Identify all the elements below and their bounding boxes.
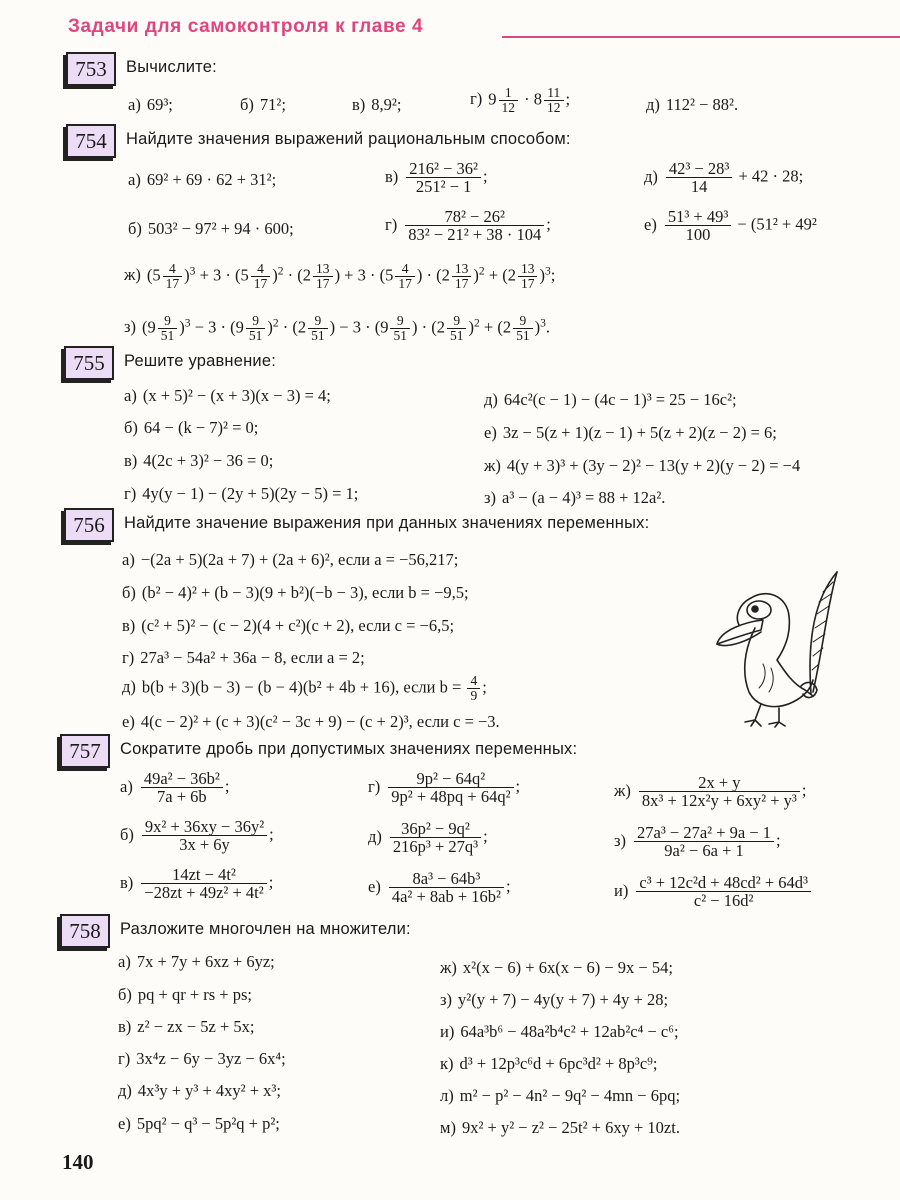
- p758-i: [440, 1022, 679, 1042]
- label: г): [385, 214, 398, 234]
- p753-g: [470, 86, 570, 115]
- label: з): [484, 488, 497, 507]
- expr: d³ + 12p³c⁶d + 6pc³d² + 8p³c⁹;: [459, 1054, 658, 1073]
- fraction: [544, 86, 564, 115]
- denominator: 51: [447, 328, 467, 343]
- end: ;: [482, 677, 487, 697]
- p758-b: [118, 985, 252, 1005]
- denominator: 17: [395, 276, 415, 291]
- label: к): [440, 1054, 454, 1073]
- p754-v: [385, 160, 488, 196]
- label: г): [118, 1049, 131, 1068]
- numerator: 49a² − 36b²: [143, 769, 220, 788]
- fraction: [636, 874, 811, 910]
- numerator: c³ + 12c²d + 48cd² + 64d³: [639, 873, 809, 892]
- whole: 2: [441, 265, 450, 285]
- denominator: 51: [390, 328, 410, 343]
- numerator: 36p² − 9q²: [401, 819, 470, 838]
- label: д): [644, 166, 658, 186]
- label: а): [118, 952, 131, 971]
- fraction: [141, 866, 266, 902]
- label: г): [124, 484, 137, 503]
- fraction: [452, 262, 472, 291]
- numerator: 9: [314, 313, 322, 328]
- denominator: 51: [513, 328, 533, 343]
- label: б): [120, 824, 134, 844]
- p757-d: [368, 820, 488, 856]
- problem-number-754: 754: [66, 124, 116, 158]
- numerator: 9: [164, 313, 171, 328]
- p754-zh: ж) (5 $\frac{4}{17}$ )$^3$ + 3 · (5 $\frac{4}{17}$ )$^2$ · (2 $\frac{13}{17}$ ) + 3 · (5 $\frac{4}{17}$ ) · (2 $\frac{13}{17}$ )$^2$ + (2 $\frac{13}{17}$ )$^3$;: [124, 261, 556, 292]
- label: е): [122, 712, 135, 731]
- label: а): [122, 550, 135, 569]
- p758-a: [118, 952, 275, 972]
- label: е): [484, 423, 497, 442]
- expr: 8,9²;: [371, 95, 402, 114]
- denominator: 51: [158, 328, 178, 343]
- fraction: [665, 208, 731, 244]
- label: е): [368, 876, 381, 896]
- expr: 64c²(c − 1) − (4c − 1)³ = 25 − 16c²;: [503, 390, 737, 409]
- p753-v: [352, 95, 401, 115]
- chapter-title: Задачи для самоконтроля к главе 4: [68, 16, 424, 37]
- denominator: 83² − 21² + 38 · 104: [405, 225, 544, 243]
- label: б): [122, 583, 136, 602]
- problem-number-757: 757: [60, 734, 110, 768]
- bird-with-quill-illustration: [715, 568, 847, 728]
- fraction: [142, 818, 267, 854]
- expr: m² − p² − 4n² − 9q² − 4mn − 6pq;: [459, 1086, 681, 1105]
- p758-v: [118, 1017, 254, 1037]
- denominator: 9p² + 48pq + 64q²: [388, 787, 513, 805]
- fraction: [141, 770, 223, 806]
- end: + 42 · 28;: [738, 166, 804, 186]
- label: а): [120, 776, 133, 796]
- expr: (b² − 4)² + (b − 3)(9 + b²)(−b − 3), если b = −9,5;: [141, 583, 469, 602]
- end: ;: [801, 780, 807, 800]
- expr: a³ − (a − 4)³ = 88 + 12a².: [502, 488, 666, 507]
- p756-g: [122, 648, 365, 668]
- dot: ·: [524, 89, 530, 109]
- whole: 9: [488, 89, 497, 109]
- numerator: 14zt − 4t²: [172, 865, 236, 884]
- fraction: [467, 674, 480, 703]
- label: з): [440, 990, 453, 1009]
- fraction: [313, 262, 333, 291]
- whole: 9: [380, 317, 389, 337]
- numerator: 9p² − 64q²: [416, 769, 486, 788]
- label: з): [124, 317, 137, 337]
- label: д): [484, 390, 498, 409]
- expr: z² − zx − 5z + 5x;: [137, 1017, 255, 1036]
- expr: 3x⁴z − 6y − 3yz − 6x⁴;: [136, 1049, 286, 1068]
- p755-g: [124, 484, 358, 504]
- p753-a: [128, 95, 173, 115]
- label: ж): [440, 958, 457, 977]
- denominator: 8x³ + 12x²y + 6xy² + y³: [639, 791, 800, 809]
- denominator: 51: [308, 328, 328, 343]
- whole: 2: [507, 265, 516, 285]
- p754-a: [128, 170, 276, 190]
- fraction: [447, 314, 467, 343]
- problem-753-task: Вычислите:: [126, 58, 217, 76]
- fraction: [666, 160, 732, 196]
- expr: pq + qr + rs + ps;: [137, 985, 252, 1004]
- fraction: [163, 262, 183, 291]
- p756-a: [122, 550, 458, 570]
- expr: 112² − 88².: [665, 95, 739, 114]
- p757-zh: [614, 774, 806, 810]
- whole: 5: [240, 265, 249, 285]
- label: е): [644, 214, 657, 234]
- denominator: 17: [251, 276, 271, 291]
- expr: y²(y + 7) − 4y(y + 7) + 4y + 28;: [458, 990, 669, 1009]
- end: ;: [224, 776, 230, 796]
- p757-e: [368, 870, 511, 906]
- fraction: [639, 774, 800, 810]
- p757-g: [368, 770, 520, 806]
- label: в): [118, 1017, 132, 1036]
- problem-number-758: 758: [60, 914, 110, 948]
- numerator: 4: [470, 673, 478, 688]
- expr: 64a³b⁶ − 48a²b⁴c² + 12ab²c⁴ − c⁶;: [460, 1022, 679, 1041]
- numerator: 216² − 36²: [409, 159, 478, 178]
- numerator: 13: [316, 261, 330, 276]
- expr: 3z − 5(z + 1)(z − 1) + 5(z + 2)(z − 2) = 6;: [502, 423, 777, 442]
- whole: 2: [436, 317, 445, 337]
- fraction: [390, 314, 410, 343]
- numerator: 9: [519, 313, 527, 328]
- numerator: 13: [454, 261, 469, 276]
- p757-z: [614, 824, 781, 860]
- expr: 69² + 69 · 62 + 31²;: [146, 170, 277, 189]
- whole: 9: [147, 317, 156, 337]
- end: ;: [269, 824, 274, 844]
- numerator: 9: [453, 313, 461, 328]
- p755-a: [124, 386, 331, 406]
- p758-l: [440, 1086, 680, 1106]
- label: и): [614, 880, 629, 900]
- expr: (c² + 5)² − (c − 2)(4 + c²)(c + 2), если c = −6,5;: [141, 616, 455, 635]
- expr: 7x + 7y + 6xz + 6yz;: [136, 952, 275, 971]
- fraction: [389, 870, 504, 906]
- denominator: 17: [518, 276, 538, 291]
- denominator: 4a² + 8ab + 16b²: [389, 887, 504, 905]
- p756-v: [122, 616, 454, 636]
- p754-z: з) (9 $\frac{9}{51}$ )$^3$ − 3 · (9 $\frac{9}{51}$ )$^2$ · (2 $\frac{9}{51}$ ) − 3 · (9 $\frac{9}{51}$ ) · (2 $\frac{9}{51}$ )$^2$ + (2 $\frac{9}{51}$ )$^3$.: [124, 313, 550, 344]
- denominator: c² − 16d²: [636, 891, 811, 909]
- denominator: 12: [499, 100, 519, 115]
- label: а): [128, 95, 141, 114]
- expr: 71²;: [259, 95, 286, 114]
- fraction: [395, 262, 415, 291]
- label: ж): [124, 265, 141, 285]
- end: ;: [268, 872, 274, 892]
- p753-b: [240, 95, 286, 115]
- label: л): [440, 1086, 454, 1105]
- label: б): [128, 219, 142, 238]
- numerator: 2x + y: [698, 773, 741, 792]
- problem-756-task: Найдите значение выражения при данных значениях переменных:: [124, 514, 650, 532]
- denominator: 51: [246, 328, 266, 343]
- whole: 8: [533, 89, 543, 109]
- label: б): [240, 95, 254, 114]
- denominator: 17: [313, 276, 333, 291]
- expr: 27a³ − 54a² + 36a − 8, если a = 2;: [140, 648, 365, 667]
- whole: 2: [297, 317, 307, 337]
- label: в): [124, 451, 138, 470]
- label: з): [614, 830, 627, 850]
- p756-b: [122, 583, 469, 603]
- p755-z: [484, 488, 665, 508]
- numerator: 4: [257, 261, 264, 276]
- numerator: 78² − 26²: [444, 207, 505, 226]
- numerator: 42³ − 28³: [668, 159, 730, 178]
- p753-d: [646, 95, 738, 115]
- p755-v: [124, 451, 273, 471]
- end: ;: [515, 776, 521, 796]
- denominator: 100: [665, 225, 731, 243]
- whole: 9: [235, 317, 244, 337]
- problem-number-753: 753: [66, 52, 116, 86]
- whole: 5: [152, 265, 161, 285]
- expr: 4(y + 3)³ + (3y − 2)² − 13(y + 2)(y − 2) = −4: [506, 456, 801, 475]
- expr: 9x² + y² − z² − 25t² + 6xy + 10zt.: [461, 1118, 680, 1137]
- problem-754-task: Найдите значения выражений рациональным способом:: [126, 130, 571, 148]
- p755-d: [484, 390, 737, 410]
- fraction: [405, 208, 544, 244]
- denominator: 251² − 1: [406, 177, 481, 195]
- expr: 69³;: [146, 95, 173, 114]
- page-header: [62, 14, 900, 44]
- fraction: [499, 86, 519, 115]
- p758-z: [440, 990, 668, 1010]
- fraction: [390, 820, 481, 856]
- p757-v: [120, 866, 273, 902]
- p757-i: [614, 874, 813, 910]
- p755-b: [124, 418, 258, 438]
- problem-758-task: Разложите многочлен на множители:: [120, 920, 411, 938]
- p755-e: [484, 423, 777, 443]
- expr: 5pq² − q³ − 5p²q + p²;: [136, 1114, 280, 1133]
- fraction: [308, 314, 328, 343]
- numerator: 9x² + 36xy − 36y²: [144, 817, 265, 836]
- label: в): [385, 166, 399, 186]
- numerator: 8a³ − 64b³: [412, 869, 481, 888]
- fraction: [158, 314, 178, 343]
- label: б): [124, 418, 138, 437]
- label: ж): [484, 456, 501, 475]
- fraction: [513, 314, 533, 343]
- denominator: 216p³ + 27q³: [390, 837, 481, 855]
- end: − (51² + 49²: [737, 214, 817, 234]
- fraction: [246, 314, 266, 343]
- end: ;: [776, 830, 781, 850]
- p755-zh: [484, 456, 800, 476]
- p756-d: [122, 674, 487, 703]
- whole: 2: [302, 265, 312, 285]
- denominator: 3x + 6y: [142, 835, 267, 853]
- label: д): [368, 826, 382, 846]
- p756-e: [122, 712, 500, 732]
- denominator: 17: [452, 276, 472, 291]
- numerator: 51³ + 49³: [667, 207, 729, 226]
- denominator: −28zt + 49z² + 4t²: [141, 883, 266, 901]
- p758-zh: [440, 958, 673, 978]
- label: м): [440, 1118, 456, 1137]
- problem-755-task: Решите уравнение:: [124, 352, 277, 370]
- numerator: 11: [547, 85, 561, 100]
- expr: −(2a + 5)(2a + 7) + (2a + 6)², если a = −56,217;: [140, 550, 459, 569]
- label: в): [122, 616, 136, 635]
- denominator: 17: [163, 276, 183, 291]
- expr: x²(x − 6) + 6x(x − 6) − 9x − 54;: [462, 958, 673, 977]
- end: ;: [546, 214, 551, 234]
- fraction: [251, 262, 271, 291]
- p754-g: [385, 208, 551, 244]
- label: г): [470, 89, 483, 109]
- p758-d: [118, 1081, 281, 1101]
- p758-g: [118, 1049, 286, 1069]
- numerator: 13: [520, 261, 535, 276]
- problem-757-task: Сократите дробь при допустимых значениях переменных:: [120, 740, 578, 758]
- end: ;: [505, 876, 511, 896]
- expr: 4y(y − 1) − (2y + 5)(2y − 5) = 1;: [142, 484, 359, 503]
- expr: (x + 5)² − (x + 3)(x − 3) = 4;: [142, 386, 331, 405]
- label: д): [646, 95, 660, 114]
- label: д): [122, 677, 136, 697]
- page-number: 140: [62, 1150, 94, 1174]
- numerator: 9: [396, 313, 404, 328]
- denominator: 14: [666, 177, 732, 195]
- denominator: 7a + 6b: [141, 787, 223, 805]
- numerator: 27a³ − 27a² + 9a − 1: [637, 823, 772, 842]
- p754-e: [644, 208, 817, 244]
- numerator: 1: [504, 85, 512, 100]
- numerator: 4: [401, 261, 409, 276]
- end: ;: [483, 826, 488, 846]
- label: е): [118, 1114, 131, 1133]
- header-rule: [502, 36, 900, 38]
- fraction: [518, 262, 538, 291]
- fraction: [634, 824, 774, 860]
- whole: 5: [385, 265, 394, 285]
- end: ;: [565, 89, 571, 109]
- expr: 4(c − 2)² + (c + 3)(c² − 3c + 9) − (c + 2)³, если c = −3.: [140, 712, 500, 731]
- p758-m: [440, 1118, 680, 1138]
- p757-b: [120, 818, 274, 854]
- label: б): [118, 985, 132, 1004]
- numerator: 9: [252, 313, 259, 328]
- label: в): [352, 95, 366, 114]
- problem-number-756: 756: [64, 508, 114, 542]
- p758-k: [440, 1054, 657, 1074]
- p754-d: [644, 160, 803, 196]
- p757-a: [120, 770, 229, 806]
- label: г): [368, 776, 381, 796]
- fraction: [406, 160, 481, 196]
- denominator: 12: [544, 100, 564, 115]
- label: ж): [614, 780, 631, 800]
- label: а): [128, 170, 141, 189]
- numerator: 4: [169, 261, 176, 276]
- expr: 64 − (k − 7)² = 0;: [143, 418, 259, 437]
- label: а): [124, 386, 137, 405]
- label: в): [120, 872, 134, 892]
- whole: 2: [502, 317, 512, 337]
- fraction: [388, 770, 513, 806]
- label: д): [118, 1081, 132, 1100]
- denominator: 9a² − 6a + 1: [634, 841, 774, 859]
- denominator: 9: [467, 688, 480, 703]
- expr: 4(2c + 3)² − 36 = 0;: [143, 451, 274, 470]
- p758-e: [118, 1114, 280, 1134]
- expr: 4x³y + y³ + 4xy² + x³;: [137, 1081, 281, 1100]
- expr: 503² − 97² + 94 · 600;: [147, 219, 294, 238]
- label: и): [440, 1022, 455, 1041]
- expr: b(b + 3)(b − 3) − (b − 4)(b² + 4b + 16), если b =: [141, 677, 462, 697]
- label: г): [122, 648, 135, 667]
- problem-number-755: 755: [64, 346, 114, 380]
- p754-b: [128, 219, 294, 239]
- end: ;: [483, 166, 488, 186]
